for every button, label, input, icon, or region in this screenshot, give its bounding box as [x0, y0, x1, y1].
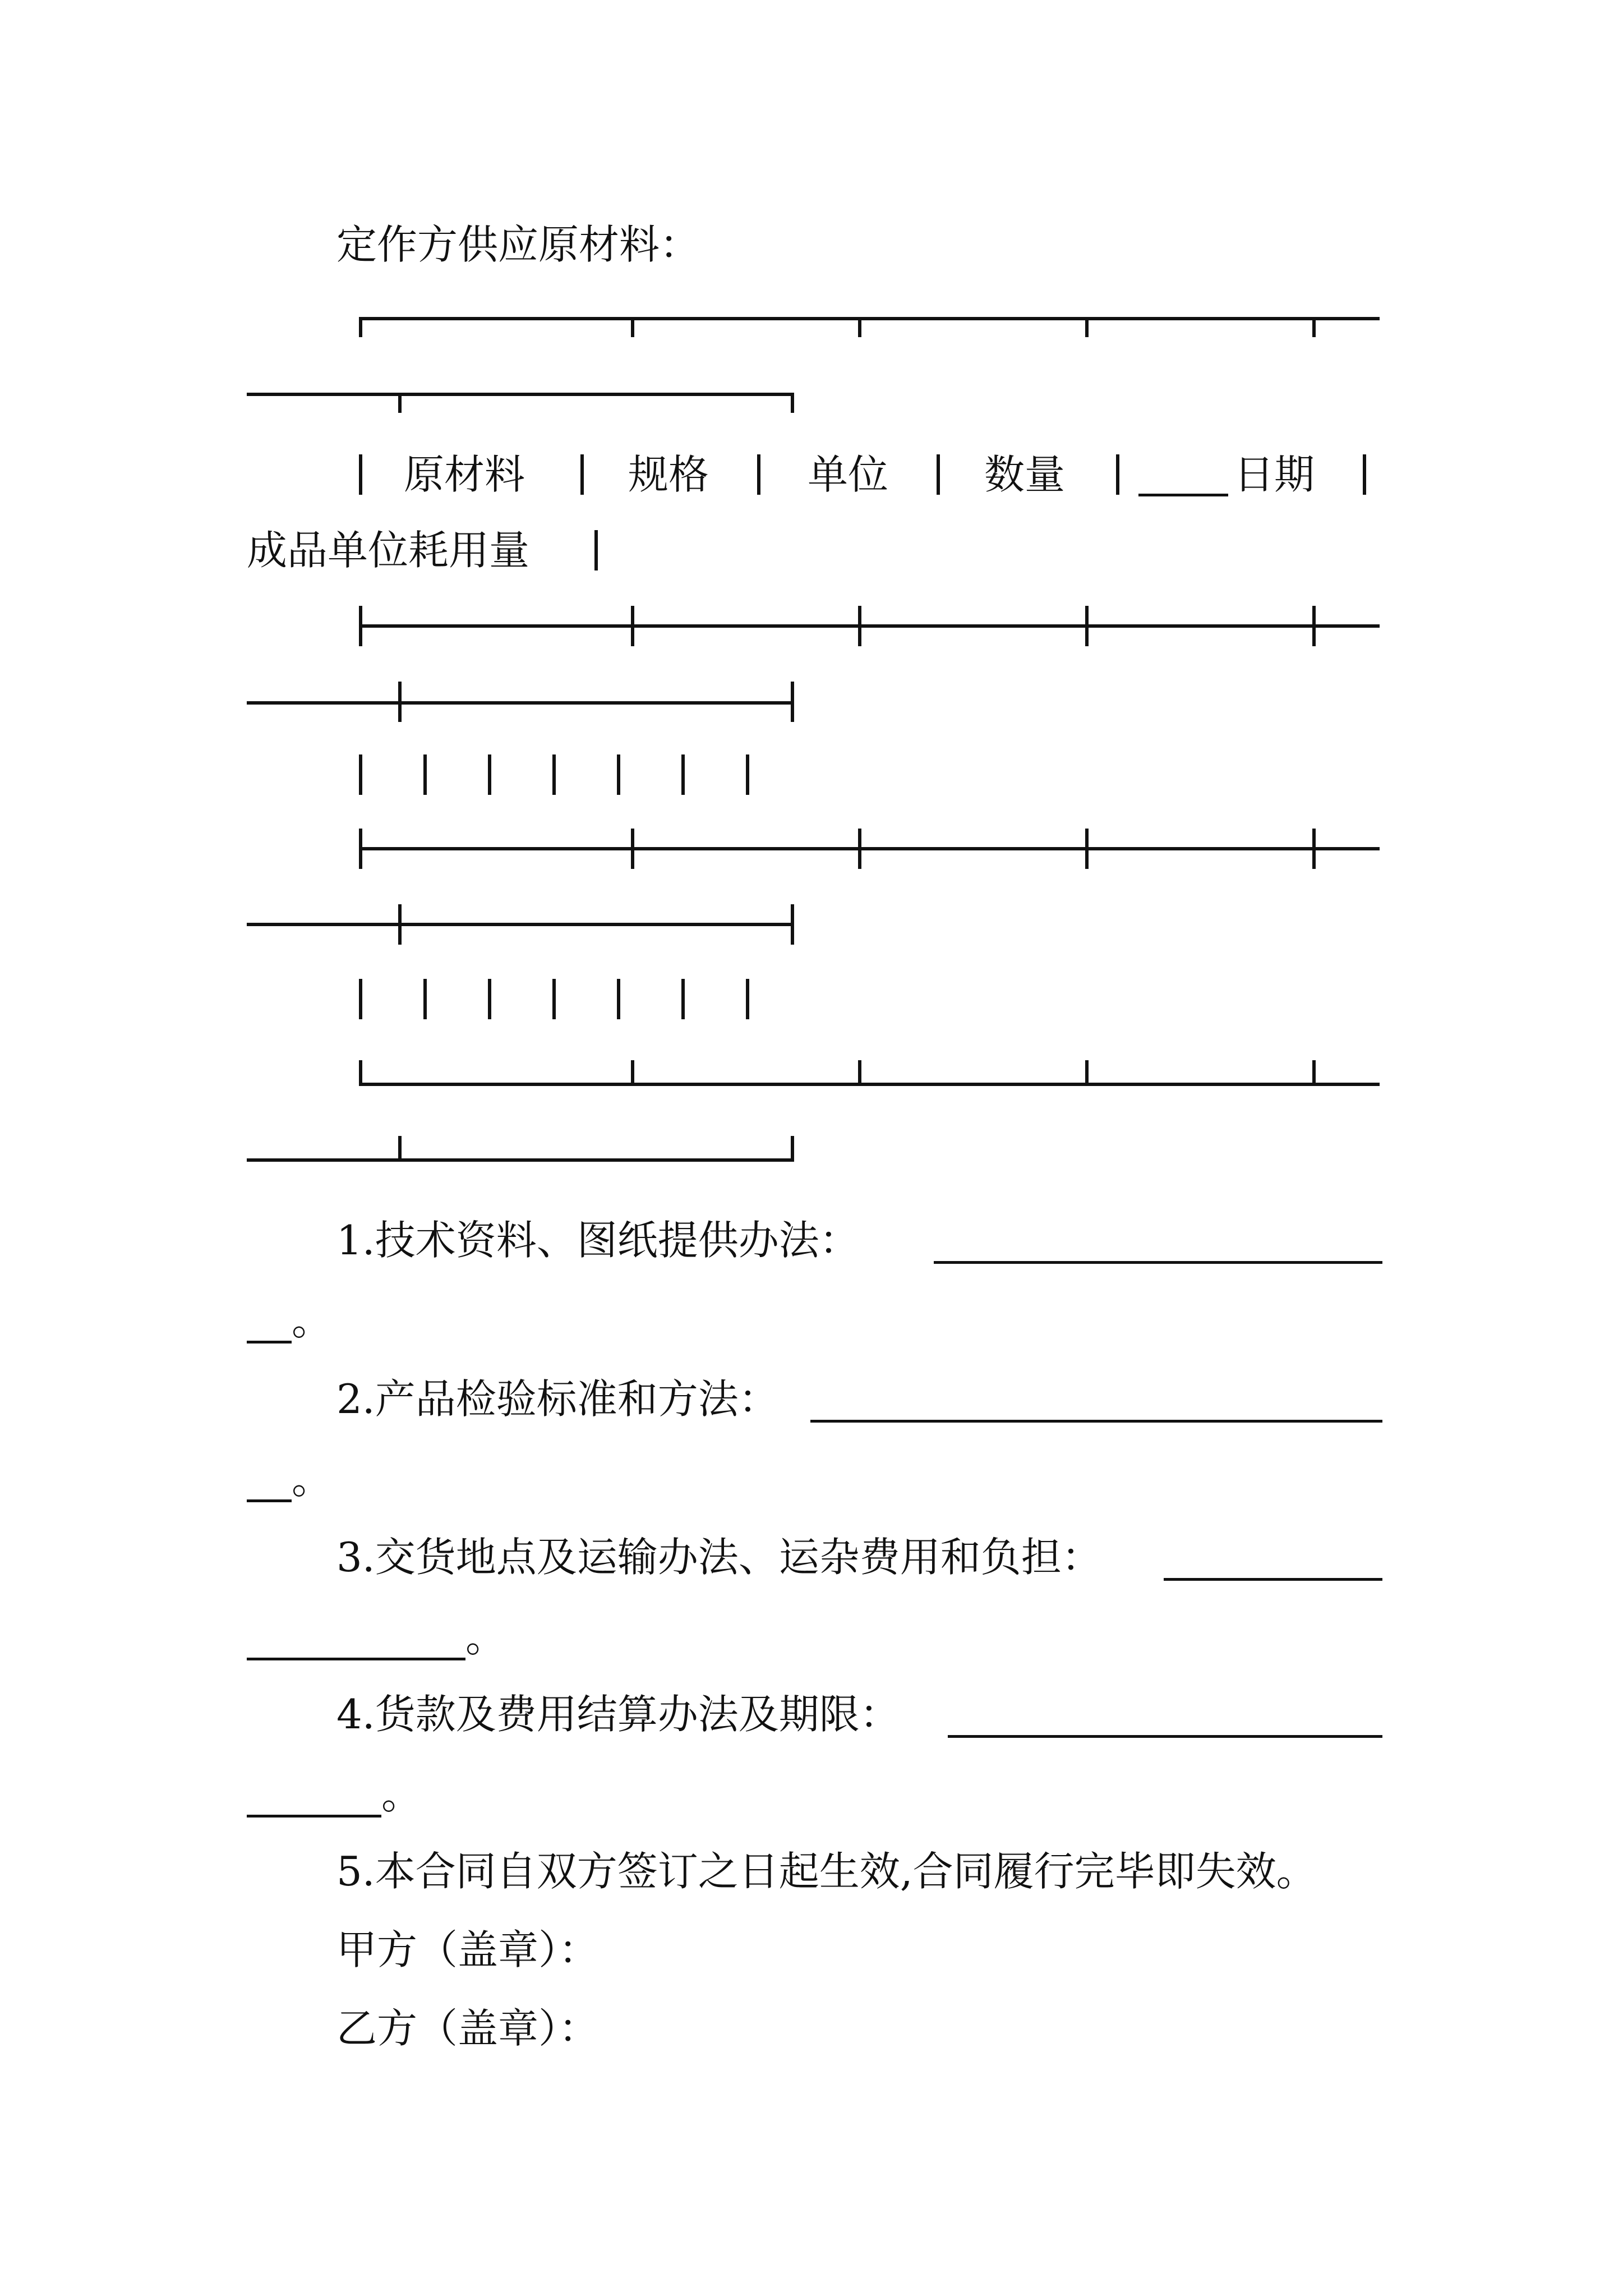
table-tick — [858, 606, 861, 646]
clause-2-label: 2.产品检验标准和方法： — [336, 1375, 779, 1423]
clause-3-blank — [1164, 1578, 1382, 1581]
clause-4-label: 4.货款及费用结算办法及期限： — [336, 1691, 900, 1738]
clause-2-blank — [810, 1420, 1382, 1423]
table-cell-border — [617, 754, 620, 795]
clause-1-blank-wrap — [247, 1341, 292, 1343]
table-tick — [359, 606, 362, 646]
clause-1-blank — [934, 1261, 1382, 1264]
table-tick — [631, 1060, 634, 1086]
table-tick — [858, 317, 861, 337]
table-cell-border — [423, 754, 427, 795]
table-header-quantity: 数量 — [984, 451, 1066, 498]
table-tick — [398, 393, 402, 413]
table-row-border — [359, 624, 1380, 628]
clause-2-end: 。 — [292, 1456, 333, 1503]
table-cell-border — [746, 754, 749, 795]
table-corner — [359, 1060, 362, 1086]
clause-2-blank-wrap — [247, 1499, 292, 1502]
table-tick — [1312, 606, 1316, 646]
table-header-unit: 单位 — [808, 451, 889, 498]
clause-3-label: 3.交货地点及运输办法、运杂费用和负担： — [336, 1534, 1102, 1581]
table-tick — [858, 829, 861, 869]
table-cell-border — [746, 979, 749, 1019]
table-cell-border — [552, 979, 556, 1019]
clause-1-label: 1.技术资料、图纸提供办法： — [336, 1217, 860, 1264]
date-blank — [1138, 494, 1228, 496]
table-separator — [1363, 454, 1366, 495]
section-heading: 定作方供应原材料： — [336, 221, 700, 268]
table-tick — [631, 829, 634, 869]
table-top-border-wrap — [247, 393, 794, 396]
party-b-seal: 乙方（盖章）： — [336, 2005, 600, 2052]
table-cell-border — [488, 979, 491, 1019]
table-cell-border — [552, 754, 556, 795]
table-tick — [1085, 317, 1089, 337]
table-cell-border — [488, 754, 491, 795]
table-tick — [631, 317, 634, 337]
table-cell-border — [359, 754, 362, 795]
table-cell-border — [423, 979, 427, 1019]
table-tick — [858, 1060, 861, 1086]
table-header-material: 原材料 — [404, 451, 525, 498]
clause-4-blank — [948, 1735, 1382, 1738]
clause-1-end: 。 — [292, 1297, 333, 1344]
table-corner — [791, 393, 794, 413]
table-tick — [359, 829, 362, 869]
table-tick — [1085, 1060, 1089, 1086]
table-tick — [1085, 829, 1089, 869]
table-bottom-border-wrap — [247, 1158, 794, 1162]
clause-3-blank-wrap — [247, 1658, 465, 1660]
table-separator — [937, 454, 940, 495]
table-row-border-wrap — [247, 923, 794, 926]
table-tick — [791, 904, 794, 945]
table-tick — [1312, 829, 1316, 869]
table-bottom-border — [359, 1083, 1380, 1086]
table-corner — [791, 1136, 794, 1162]
table-tick — [1085, 606, 1089, 646]
table-row-border-wrap — [247, 701, 794, 705]
table-header-date: 日期 — [1234, 451, 1315, 498]
clause-5: 5.本合同自双方签订之日起生效,合同履行完毕即失效。 — [336, 1848, 1317, 1895]
clause-4-blank-wrap — [247, 1815, 381, 1818]
table-tick — [398, 904, 402, 945]
table-cell-border — [681, 979, 685, 1019]
table-tick — [791, 682, 794, 722]
party-a-seal: 甲方（盖章）： — [336, 1926, 600, 1973]
table-separator — [594, 530, 598, 570]
table-tick — [398, 1136, 402, 1162]
table-separator — [580, 454, 584, 495]
table-corner — [359, 317, 362, 337]
table-row-border — [359, 847, 1380, 850]
table-tick — [1312, 1060, 1316, 1086]
clause-4-end: 。 — [381, 1771, 422, 1818]
table-separator — [757, 454, 760, 495]
table-separator — [359, 454, 362, 495]
table-separator — [1116, 454, 1119, 495]
table-tick — [398, 682, 402, 722]
clause-3-end: 。 — [465, 1614, 506, 1661]
table-cell-border — [681, 754, 685, 795]
table-cell-border — [359, 979, 362, 1019]
table-tick — [1312, 317, 1316, 337]
table-tick — [631, 606, 634, 646]
table-header-spec: 规格 — [628, 451, 709, 498]
table-cell-border — [617, 979, 620, 1019]
table-header-consumption: 成品单位耗用量 — [247, 527, 530, 574]
table-top-border — [359, 317, 1380, 320]
